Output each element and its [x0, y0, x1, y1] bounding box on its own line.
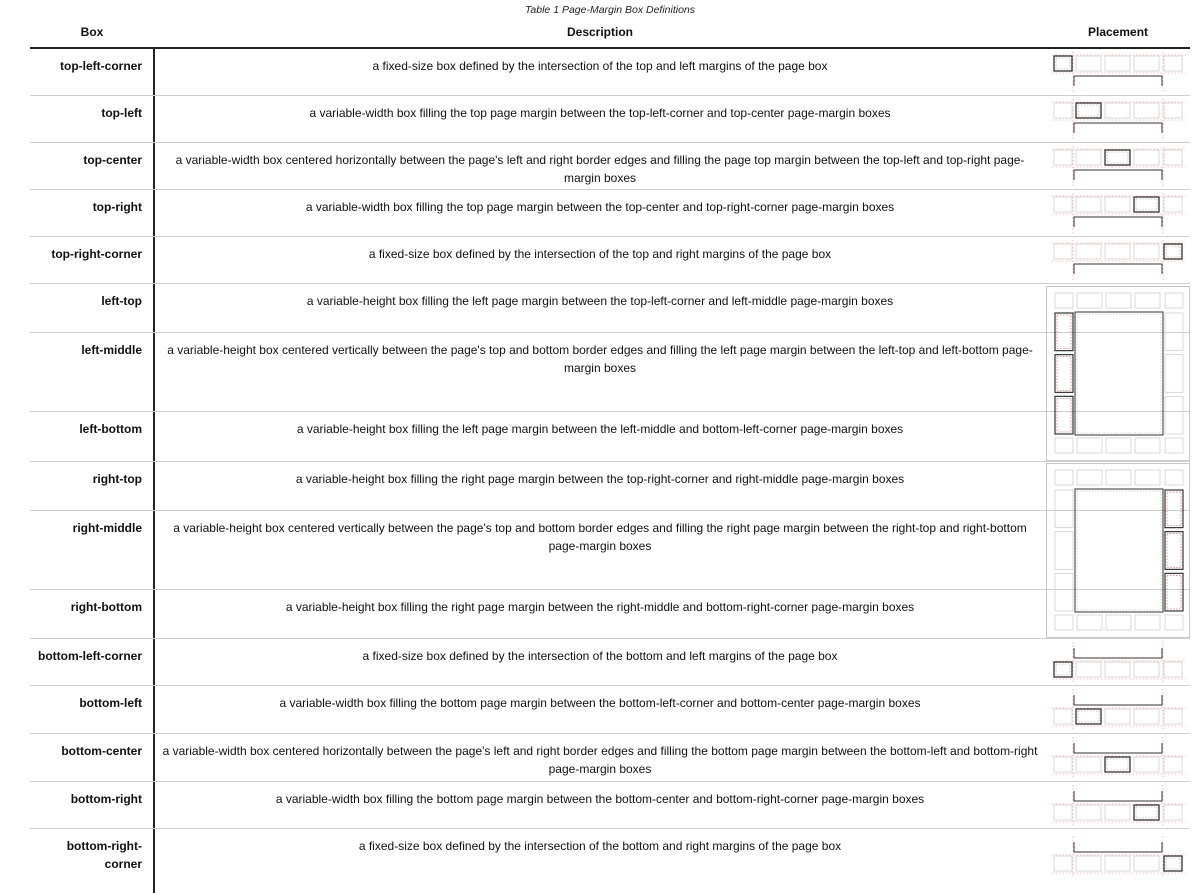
placement-right-boxes: [1046, 463, 1190, 638]
page-area-bracket: [1074, 76, 1162, 86]
margin-box: [1105, 103, 1130, 118]
highlighted-margin-box: [1055, 355, 1073, 393]
table-caption: Table 1 Page-Margin Box Definitions: [524, 4, 696, 16]
box-name-cell: left-top: [101, 294, 142, 308]
table-row: [0, 412, 1190, 462]
placement-top-left: [1052, 99, 1186, 139]
page-area-bracket: [1074, 170, 1162, 180]
margin-box: [1076, 856, 1101, 871]
box-name-cell: bottom-left-corner: [38, 649, 142, 663]
margin-box: [1164, 103, 1182, 118]
placement-bottom-right: [1052, 785, 1186, 825]
placement-bottom-left: [1052, 689, 1186, 729]
margin-box: [1076, 197, 1101, 212]
margin-box: [1105, 244, 1130, 259]
placement-top-left-corner: [1052, 52, 1186, 92]
table-row: [0, 143, 1190, 190]
description-cell: a variable-height box filling the left page margin between the top-left-corner and left-middle page-margin boxes: [306, 294, 894, 308]
placement-bottom-left-corner: [1052, 642, 1186, 682]
table-row: [0, 462, 1190, 511]
page-area-bracket: [1074, 743, 1162, 753]
table-row: [0, 590, 1190, 639]
highlighted-margin-box: [1055, 313, 1073, 351]
margin-box: [1105, 805, 1130, 820]
table-row: [0, 782, 1190, 829]
margin-box: [1054, 757, 1072, 772]
margin-box: [1076, 244, 1101, 259]
table-row: [0, 237, 1190, 284]
box-name-cell: bottom-left: [79, 696, 142, 710]
margin-box: [1054, 244, 1072, 259]
table-row: [0, 829, 1190, 893]
table-row: [0, 190, 1190, 237]
margin-box: [1165, 355, 1183, 393]
margin-box: [1076, 150, 1101, 165]
margin-box: [1134, 103, 1159, 118]
description-cell: a fixed-size box defined by the intersection of the top and left margins of the page box: [372, 59, 828, 73]
box-name-cell: right-bottom: [70, 600, 142, 614]
margin-box: [1134, 856, 1159, 871]
page-area-bracket: [1074, 791, 1162, 801]
box-name-cell: right-middle: [72, 521, 142, 535]
description-cell: a fixed-size box defined by the intersection of the bottom and left margins of the page box: [362, 649, 838, 663]
margin-box: [1164, 709, 1182, 724]
column-header-description: Description: [566, 25, 633, 39]
box-name-cell: top-right-corner: [51, 247, 142, 261]
margin-box: [1164, 197, 1182, 212]
margin-box: [1105, 709, 1130, 724]
highlighted-margin-box: [1165, 532, 1183, 570]
margin-box: [1105, 197, 1130, 212]
margin-box: [1076, 805, 1101, 820]
margin-box: [1164, 662, 1182, 677]
placement-top-center: [1052, 146, 1186, 186]
margin-box: [1134, 757, 1159, 772]
margin-box: [1164, 150, 1182, 165]
margin-box: [1105, 662, 1130, 677]
box-name-cell: top-left: [101, 106, 142, 120]
margin-box: [1134, 244, 1159, 259]
table-row: [0, 686, 1190, 734]
description-cell: a fixed-size box defined by the intersection of the top and right margins of the page box: [368, 247, 832, 261]
margin-box: [1165, 313, 1183, 351]
box-name-cell: top-center: [83, 153, 142, 167]
box-name-cell: top-right: [92, 200, 142, 214]
margin-box: [1076, 662, 1101, 677]
table-row: [0, 49, 1190, 96]
table-row: [0, 333, 1190, 412]
margin-box: [1055, 532, 1073, 570]
margin-box: [1054, 805, 1072, 820]
table-row: [0, 734, 1190, 782]
margin-box: [1105, 56, 1130, 71]
page-area-bracket: [1074, 842, 1162, 852]
margin-box: [1134, 709, 1159, 724]
margin-box: [1054, 197, 1072, 212]
description-cell: a variable-width box filling the top page margin between the top-center and top-right-corner page-margin boxes: [305, 200, 895, 214]
margin-box: [1164, 757, 1182, 772]
highlighted-margin-box: [1055, 396, 1073, 434]
margin-box: [1054, 103, 1072, 118]
page-area: [1075, 489, 1163, 612]
page-area-bracket: [1074, 217, 1162, 227]
description-cell: a variable-width box centered horizontally between the page's left and right border edges and filling the page top margin between the top-left and top-right page-margin boxes: [175, 153, 1025, 185]
description-cell: a variable-width box filling the bottom page margin between the bottom-left-corner and bottom-center page-margin boxes: [279, 696, 921, 710]
placement-left-boxes: [1046, 286, 1190, 461]
placement-top-right-corner: [1052, 240, 1186, 280]
table-row: [0, 284, 1190, 333]
table-row: [0, 96, 1190, 143]
margin-box: [1105, 856, 1130, 871]
margin-box: [1164, 56, 1182, 71]
column-header-box: Box: [80, 25, 104, 39]
description-cell: a variable-height box centered vertically between the page's top and bottom border edges and filling the right page margin between the right-top and right-bottom page-margin boxes: [173, 521, 1027, 553]
box-name-cell: left-middle: [81, 343, 142, 357]
margin-box: [1076, 757, 1101, 772]
placement-bottom-center: [1052, 737, 1186, 777]
page-area: [1075, 312, 1163, 435]
margin-box: [1055, 573, 1073, 611]
margin-box: [1054, 856, 1072, 871]
page-area-bracket: [1074, 264, 1162, 274]
margin-box: [1076, 56, 1101, 71]
placement-bottom-right-corner: [1052, 836, 1186, 876]
description-cell: a variable-width box centered horizontally between the page's left and right border edges and filling the bottom page margin between the bottom-left and bottom-right page-margin boxes: [162, 744, 1038, 776]
margin-box: [1055, 490, 1073, 528]
box-name-cell: left-bottom: [79, 422, 142, 436]
placement-top-right: [1052, 193, 1186, 233]
page-area-bracket: [1074, 648, 1162, 658]
box-name-cell: top-left-corner: [60, 59, 142, 73]
description-cell: a variable-height box filling the right page margin between the top-right-corner and right-middle page-margin boxes: [295, 472, 905, 486]
column-header-placement: Placement: [1087, 25, 1149, 39]
description-cell: a variable-height box centered vertically between the page's top and bottom border edges and filling the left page margin between the left-top and left-bottom page-margin boxes: [167, 343, 1033, 375]
table-row: [0, 639, 1190, 686]
description-cell: a variable-width box filling the top page margin between the top-left-corner and top-center page-margin boxes: [309, 106, 891, 120]
page-area-bracket: [1074, 123, 1162, 133]
margin-box: [1165, 396, 1183, 434]
highlighted-margin-box: [1165, 573, 1183, 611]
description-cell: a fixed-size box defined by the intersection of the bottom and right margins of the page box: [358, 839, 842, 853]
margin-box: [1134, 150, 1159, 165]
page-area-bracket: [1074, 695, 1162, 705]
margin-box: [1134, 56, 1159, 71]
box-name-cell: right-top: [92, 472, 142, 486]
description-cell: a variable-width box filling the bottom page margin between the bottom-center and bottom-right-corner page-margin boxes: [275, 792, 925, 806]
box-name-cell: bottom-center: [61, 744, 142, 758]
highlighted-margin-box: [1165, 490, 1183, 528]
margin-box: [1134, 662, 1159, 677]
box-name-cell: bottom-right: [70, 792, 142, 806]
margin-box: [1054, 709, 1072, 724]
description-cell: a variable-height box filling the left page margin between the left-middle and bottom-left-corner page-margin boxes: [296, 422, 904, 436]
margin-box: [1164, 805, 1182, 820]
description-cell: a variable-height box filling the right page margin between the right-middle and bottom-right-corner page-margin boxes: [285, 600, 915, 614]
margin-box: [1054, 150, 1072, 165]
box-name-cell: bottom-right-corner: [66, 839, 142, 871]
table-row: [0, 511, 1190, 590]
